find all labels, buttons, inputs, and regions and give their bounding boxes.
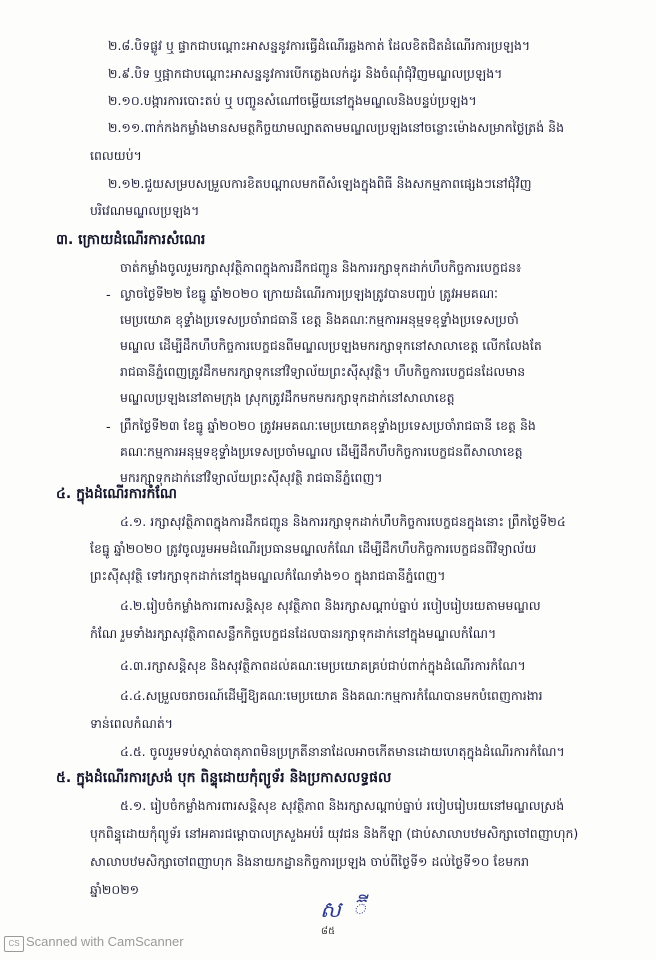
bullet-marker: - bbox=[106, 420, 111, 435]
section-3-intro: ចាត់កម្លាំងចូលរួមរក្សាសុវត្ថិភាពក្នុងការដឹកជញ្ជូន និងការរក្សាទុកដាក់ហឹបកិច្ចការបេក្ខជន៖ bbox=[120, 260, 522, 275]
item-4-1-line-3: ព្រះស៊ីសុវត្ថិ ទៅរក្សាទុកដាក់នៅក្នុងមណ្ឌលកំណែទាំង១០ ក្នុងរាជធានីភ្នំពេញ។ bbox=[90, 568, 446, 583]
section-3-heading: ៣. ក្រោយដំណើរការសំណេរ bbox=[56, 232, 206, 248]
item-4-4-line-2: ទាន់ពេលកំណត់។ bbox=[90, 716, 174, 731]
item-4-5: ៤.៥. ចូលរួមទប់ស្កាត់បាតុភាពមិនប្រក្រតីនានាដែលអាចកើតមានដោយហេតុក្នុងដំណើរការកំណែ។ bbox=[120, 744, 565, 759]
section-4-heading: ៤. ក្នុងដំណើរការកំណែ bbox=[56, 486, 177, 502]
item-4-1-line-1: ៤.១. រក្សាសុវត្ថិភាពក្នុងការដឹកជញ្ជូន និងការរក្សាទុកដាក់ហឹបកិច្ចការបេក្ខជនក្នុងនោះ ព្រឹកថ្ងៃទី២៤ bbox=[120, 514, 566, 529]
item-4-3: ៤.៣.រក្សាសន្តិសុខ និងសុវត្ថិភាពដល់គណៈមេប្រយោគគ្រប់ជាប់ពាក់ក្នុងដំណើរការកំណែ។ bbox=[120, 658, 526, 673]
bullet-1-line-3: មណ្ឌល ដើម្បីដឹកហឹបកិច្ចការបេក្ខជនពីមណ្ឌលប្រឡងមករក្សាទុកនៅសាលាខេត្ត លើកលែងតែ bbox=[120, 338, 542, 353]
item-4-2-line-1: ៤.២.រៀបចំកម្លាំងការពារសន្តិសុខ សុវត្ថិភាព និងរក្សាសណ្តាប់ធ្នាប់ របៀបរៀបរយតាមមណ្ឌល bbox=[120, 598, 541, 613]
bullet-2-line-1: ព្រឹកថ្ងៃទី២៣ ខែធ្នូ ឆ្នាំ២០២០ ត្រូវអមគណៈមេប្រយោគខុទ្ទាំងប្រទេសប្រចាំរាជធានី ខេត្ត និង bbox=[120, 418, 536, 433]
camscanner-logo-icon: CS bbox=[4, 936, 24, 952]
item-2-12: ២.១២.ជួយសម្របសម្រួលការខិតបណ្តាលមកពីសំឡេងក្នុងពិធី និងសកម្មភាពផ្សេងៗនៅជុំវិញ bbox=[108, 176, 532, 191]
item-2-10: ២.១០.បង្ការការបោះតប់ ឬ បញ្ចូនសំណៅចម្លើយនៅក្នុងមណ្ឌលនិងបន្ទប់ប្រឡង។ bbox=[108, 93, 477, 108]
item-2-11-cont: ពេលយប់។ bbox=[90, 148, 142, 163]
item-5-1-line-3: សាលាបឋមសិក្សាចៅពញាហុក និងនាយកដ្ឋានកិច្ចការប្រឡង ចាប់ពីថ្ងៃទី១ ដល់ថ្ងៃទី១០ ខែមករា bbox=[90, 854, 530, 869]
bullet-1-line-4: រាជធានីភ្នំពេញត្រូវដឹកមករក្សាទុកនៅវិទ្យាល័យព្រះស៊ីសុវត្ថិ។ ហឹបកិច្ចការបេក្ខជនដែលមាន bbox=[120, 364, 526, 379]
item-5-1-line-4: ឆ្នាំ២០២១ bbox=[90, 882, 140, 897]
bullet-2-line-3: មករក្សាទុកដាក់នៅវិទ្យាល័យព្រះស៊ីសុវត្ថិ រាជធានីភ្នំពេញ។ bbox=[120, 470, 383, 485]
page-number: ៨៥ bbox=[320, 926, 336, 937]
item-4-4-line-1: ៤.៤.សម្រួលចរាចរណ៍ដើម្បីឱ្យគណៈមេប្រយោគ និងគណៈកម្មការកំណែបានមកបំពេញការងារ bbox=[120, 688, 543, 703]
bullet-1-line-5: មណ្ឌលប្រឡងនៅតាមក្រុង ស្រុកត្រូវដឹកមកមករក្សាទុកដាក់នៅសាលាខេត្ត bbox=[120, 390, 455, 405]
camscanner-watermark: Scanned with CamScanner bbox=[26, 934, 184, 949]
item-2-8: ២.៨.បិទផ្លូវ ឬ ផ្ទាកជាបណ្តោះអាសន្ននូវការធ្វើដំណើរឆ្លងកាត់ ដែលខិតជិតដំណើរការប្រឡង។ bbox=[108, 38, 531, 53]
item-2-9: ២.៩.បិទ ឬផ្អាកជាបណ្តោះអាសន្ននូវការបើកភ្លេងលក់ដូរ និងចំណុំជុំវិញមណ្ឌលប្រឡង។ bbox=[108, 66, 503, 81]
bullet-1-line-1: ល្ងាចថ្ងៃទី២២ ខែធ្នូ ឆ្នាំ២០២០ ក្រោយដំណើរការប្រឡងត្រូវបានបញ្ចប់ ត្រូវអមគណៈ bbox=[120, 286, 498, 301]
item-4-2-line-2: កំណែ រួមទាំងរក្សាសុវត្ថិភាពសន្លឹកកិច្ចបេក្ខជនដែលបានរក្សាទុកដាក់នៅក្នុងមណ្ឌលកំណែ។ bbox=[90, 626, 497, 641]
item-4-1-line-2: ខែធ្នូ ឆ្នាំ២០២០ ត្រូវចូលរួមអមដំណើរប្រធានមណ្ឌលកំណែ ដើម្បីដឹកហឹបកិច្ចការបេក្ខជនពីវិទ្យាល័យ bbox=[90, 541, 537, 556]
item-2-11: ២.១១.ពាក់កងកម្លាំងមានសមត្ថកិច្ចយាមល្បាតតាមមណ្ឌលប្រឡងនៅចន្លោះម៉ោងសម្រាកថ្ងៃត្រង់ និង bbox=[108, 120, 565, 135]
item-5-1-line-2: បុកពិន្ទុដោយកុំព្យូទ័រ នៅអគារជម្ពោបាលក្រសួងអប់រំ យុវជន និងកីឡា (ជាប់សាលាបឋមសិក្សាចៅពញាហុក) bbox=[90, 826, 579, 841]
section-5-heading: ៥. ក្នុងដំណើរការស្រង់ បុក ពិន្ទុដោយកុំព្យូទ័រ និងប្រកាសលទ្ធផល bbox=[56, 770, 392, 786]
item-2-12-cont: បរិវេណមណ្ឌលប្រឡង។ bbox=[90, 203, 200, 218]
bullet-marker: - bbox=[106, 288, 111, 303]
bullet-1-line-2: មេប្រយោគ ខុទ្ទាំងប្រទេសប្រចាំរាជធានី ខេត្ត និងគណៈកម្មការអនុម្មទខុទ្ទាំងប្រទេសប្រចាំ bbox=[120, 312, 519, 327]
bullet-2-line-2: គណៈកម្មការអនុម្មទខុទ្ទាំងប្រទេសប្រចាំមណ្ឌល ដើម្បីដឹកហឹបកិច្ចការបេក្ខជនពីសាលាខេត្ត bbox=[120, 444, 523, 459]
handwritten-signature: ស ៊ី bbox=[320, 898, 370, 923]
item-5-1-line-1: ៥.១. រៀបចំកម្លាំងការពារសន្តិសុខ សុវត្ថិភាព និងរក្សាសណ្តាប់ធ្នាប់ របៀបរៀបរយនៅមណ្ឌលស្រង់ bbox=[120, 798, 565, 813]
